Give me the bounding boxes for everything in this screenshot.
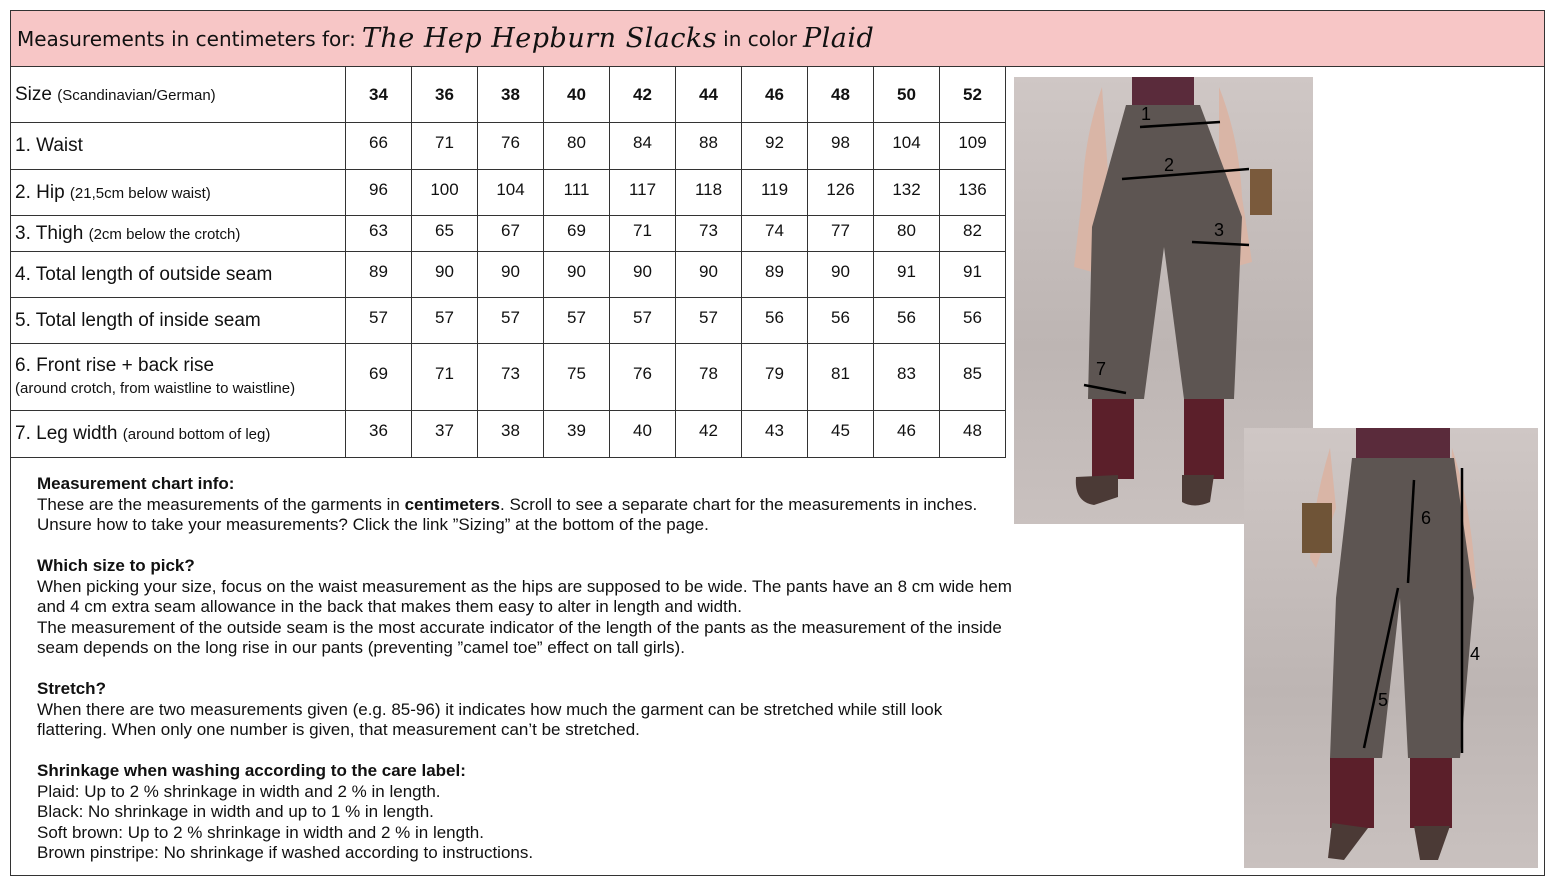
table-cell: 48 bbox=[940, 411, 1006, 458]
size-header-36: 36 bbox=[412, 67, 478, 123]
info-heading: Stretch? bbox=[37, 679, 106, 698]
table-cell: 89 bbox=[742, 252, 808, 298]
table-cell: 81 bbox=[808, 344, 874, 411]
row-note: (around bottom of leg) bbox=[122, 426, 271, 443]
row-label: 5. Total length of inside seam bbox=[15, 309, 261, 331]
table-cell: 84 bbox=[610, 123, 676, 170]
size-header-42: 42 bbox=[610, 67, 676, 123]
row-label: 1. Waist bbox=[15, 135, 83, 156]
table-cell: 74 bbox=[742, 216, 808, 252]
back-marker-6: 6 bbox=[1421, 508, 1432, 528]
table-cell: 92 bbox=[742, 123, 808, 170]
row-label-cell bbox=[11, 298, 346, 344]
size-header-48: 48 bbox=[808, 67, 874, 123]
table-cell: 65 bbox=[412, 216, 478, 252]
info-heading: Which size to pick? bbox=[37, 556, 195, 575]
back-figure bbox=[1302, 428, 1476, 860]
shrinkage-line: Black: No shrinkage in width and up to 1 % in length. bbox=[37, 802, 434, 821]
row-label: 4. Total length of outside seam bbox=[15, 263, 273, 285]
table-cell: 56 bbox=[940, 298, 1006, 344]
row-label-cell bbox=[11, 344, 346, 411]
row-label: 6. Front rise + back rise bbox=[15, 355, 215, 376]
table-cell: 69 bbox=[544, 216, 610, 252]
table-cell: 90 bbox=[676, 252, 742, 298]
row-note: (around crotch, from waistline to waistline) bbox=[15, 380, 296, 397]
table-cell: 76 bbox=[610, 344, 676, 411]
table-cell: 111 bbox=[544, 170, 610, 216]
row-label-cell bbox=[11, 123, 346, 170]
table-cell: 89 bbox=[346, 252, 412, 298]
info-section-size bbox=[37, 556, 1012, 659]
table-cell: 119 bbox=[742, 170, 808, 216]
front-marker-7: 7 bbox=[1096, 359, 1107, 379]
back-view-photo bbox=[1244, 428, 1538, 868]
size-note: (Scandinavian/German) bbox=[57, 86, 216, 104]
size-label-cell bbox=[11, 67, 346, 123]
table-cell: 45 bbox=[808, 411, 874, 458]
shrinkage-line: Plaid: Up to 2 % shrinkage in width and 2 % in length. bbox=[37, 781, 441, 801]
table-cell: 88 bbox=[676, 123, 742, 170]
table-row bbox=[11, 123, 1006, 170]
table-cell: 77 bbox=[808, 216, 874, 252]
table-cell: 46 bbox=[874, 411, 940, 458]
table-cell: 132 bbox=[874, 170, 940, 216]
table-cell: 90 bbox=[610, 252, 676, 298]
header-prefix: Measurements in centimeters for: bbox=[17, 26, 356, 51]
table-cell: 85 bbox=[940, 344, 1006, 411]
table-row bbox=[11, 411, 1006, 458]
size-header-40: 40 bbox=[544, 67, 610, 123]
size-header-52: 52 bbox=[940, 67, 1006, 123]
table-cell: 63 bbox=[346, 216, 412, 252]
table-cell: 136 bbox=[940, 170, 1006, 216]
table-cell: 104 bbox=[478, 170, 544, 216]
info-bold: centimeters bbox=[404, 494, 501, 514]
info-text: These are the measurements of the garments in bbox=[37, 494, 405, 514]
table-cell: 38 bbox=[478, 411, 544, 458]
info-text: . Scroll to see a separate chart for the measurements in inches. Unsure how to take your measurements? Click the link ”Sizing” at the bottom of the page. bbox=[37, 494, 978, 534]
table-cell: 57 bbox=[412, 298, 478, 344]
table-cell: 90 bbox=[544, 252, 610, 298]
table-cell: 56 bbox=[808, 298, 874, 344]
table-cell: 79 bbox=[742, 344, 808, 411]
size-table bbox=[10, 66, 1006, 458]
front-figure bbox=[1074, 77, 1272, 506]
chart-info bbox=[37, 474, 1012, 884]
table-cell: 57 bbox=[544, 298, 610, 344]
table-cell: 56 bbox=[874, 298, 940, 344]
row-label: 3. Thigh bbox=[15, 222, 84, 244]
product-name: The Hep Hepburn Slacks bbox=[361, 23, 718, 54]
table-cell: 73 bbox=[478, 344, 544, 411]
info-text: The measurement of the outside seam is the most accurate indicator of the length of the pants as the measurement of the inside seam depends on the long rise in our pants (preventing ”camel toe” effect on tall girls). bbox=[37, 617, 1002, 657]
info-heading: Shrinkage when washing according to the care label: bbox=[37, 761, 466, 780]
table-cell: 83 bbox=[874, 344, 940, 411]
table-cell: 96 bbox=[346, 170, 412, 216]
table-row bbox=[11, 252, 1006, 298]
product-color: Plaid bbox=[803, 23, 875, 54]
size-header-38: 38 bbox=[478, 67, 544, 123]
table-cell: 71 bbox=[412, 123, 478, 170]
size-label: Size bbox=[15, 83, 52, 105]
info-section-stretch bbox=[37, 679, 1012, 741]
table-cell: 66 bbox=[346, 123, 412, 170]
table-cell: 104 bbox=[874, 123, 940, 170]
table-cell: 71 bbox=[610, 216, 676, 252]
info-section-chart bbox=[37, 474, 1012, 536]
table-cell: 80 bbox=[544, 123, 610, 170]
table-cell: 80 bbox=[874, 216, 940, 252]
table-cell: 82 bbox=[940, 216, 1006, 252]
table-cell: 90 bbox=[478, 252, 544, 298]
table-cell: 67 bbox=[478, 216, 544, 252]
table-cell: 75 bbox=[544, 344, 610, 411]
table-cell: 69 bbox=[346, 344, 412, 411]
size-header-46: 46 bbox=[742, 67, 808, 123]
table-cell: 109 bbox=[940, 123, 1006, 170]
table-cell: 126 bbox=[808, 170, 874, 216]
table-cell: 57 bbox=[676, 298, 742, 344]
table-cell: 71 bbox=[412, 344, 478, 411]
table-cell: 78 bbox=[676, 344, 742, 411]
table-cell: 40 bbox=[610, 411, 676, 458]
row-label-cell bbox=[11, 252, 346, 298]
table-cell: 90 bbox=[412, 252, 478, 298]
table-cell: 100 bbox=[412, 170, 478, 216]
table-cell: 56 bbox=[742, 298, 808, 344]
row-label-cell bbox=[11, 170, 346, 216]
row-note: (21,5cm below waist) bbox=[69, 184, 211, 202]
table-row bbox=[11, 344, 1006, 411]
size-header-34: 34 bbox=[346, 67, 412, 123]
row-label: 7. Leg width bbox=[15, 423, 118, 444]
info-text: When there are two measurements given (e.g. 85-96) it indicates how much the garment can be stretched while still look flattering. When only one number is given, that measurement can’t be stretched. bbox=[37, 699, 943, 739]
chart-header bbox=[10, 10, 1545, 67]
shrinkage-line: Brown pinstripe: No shrinkage if washed according to instructions. bbox=[37, 843, 534, 862]
front-marker-2: 2 bbox=[1164, 155, 1175, 175]
size-header-44: 44 bbox=[676, 67, 742, 123]
table-cell: 76 bbox=[478, 123, 544, 170]
front-marker-3: 3 bbox=[1214, 220, 1225, 240]
table-cell: 42 bbox=[676, 411, 742, 458]
table-row bbox=[11, 170, 1006, 216]
info-heading: Measurement chart info: bbox=[37, 474, 235, 493]
table-cell: 98 bbox=[808, 123, 874, 170]
row-label-cell bbox=[11, 411, 346, 458]
info-section-shrinkage bbox=[37, 761, 1012, 864]
size-header-50: 50 bbox=[874, 67, 940, 123]
table-cell: 39 bbox=[544, 411, 610, 458]
table-cell: 117 bbox=[610, 170, 676, 216]
table-cell: 57 bbox=[478, 298, 544, 344]
table-cell: 57 bbox=[346, 298, 412, 344]
back-marker-4: 4 bbox=[1470, 644, 1481, 664]
front-marker-1: 1 bbox=[1141, 104, 1152, 124]
table-row bbox=[11, 298, 1006, 344]
shrinkage-line: Soft brown: Up to 2 % shrinkage in width and 2 % in length. bbox=[37, 822, 484, 842]
size-header-row bbox=[11, 67, 1006, 123]
table-cell: 57 bbox=[610, 298, 676, 344]
table-cell: 118 bbox=[676, 170, 742, 216]
table-cell: 91 bbox=[940, 252, 1006, 298]
info-text: When picking your size, focus on the waist measurement as the hips are supposed to be wide. The pants have an 8 cm wide hem and 4 cm extra seam allowance in the back that makes them easy to alter in length and width. bbox=[37, 576, 1012, 616]
table-cell: 37 bbox=[412, 411, 478, 458]
table-cell: 43 bbox=[742, 411, 808, 458]
table-cell: 36 bbox=[346, 411, 412, 458]
table-cell: 91 bbox=[874, 252, 940, 298]
table-row bbox=[11, 216, 1006, 252]
back-marker-5: 5 bbox=[1378, 690, 1389, 710]
header-middle: in color bbox=[723, 26, 797, 51]
row-label: 2. Hip bbox=[15, 181, 65, 203]
row-note: (2cm below the crotch) bbox=[88, 225, 241, 243]
row-label-cell bbox=[11, 216, 346, 252]
table-cell: 90 bbox=[808, 252, 874, 298]
table-cell: 73 bbox=[676, 216, 742, 252]
